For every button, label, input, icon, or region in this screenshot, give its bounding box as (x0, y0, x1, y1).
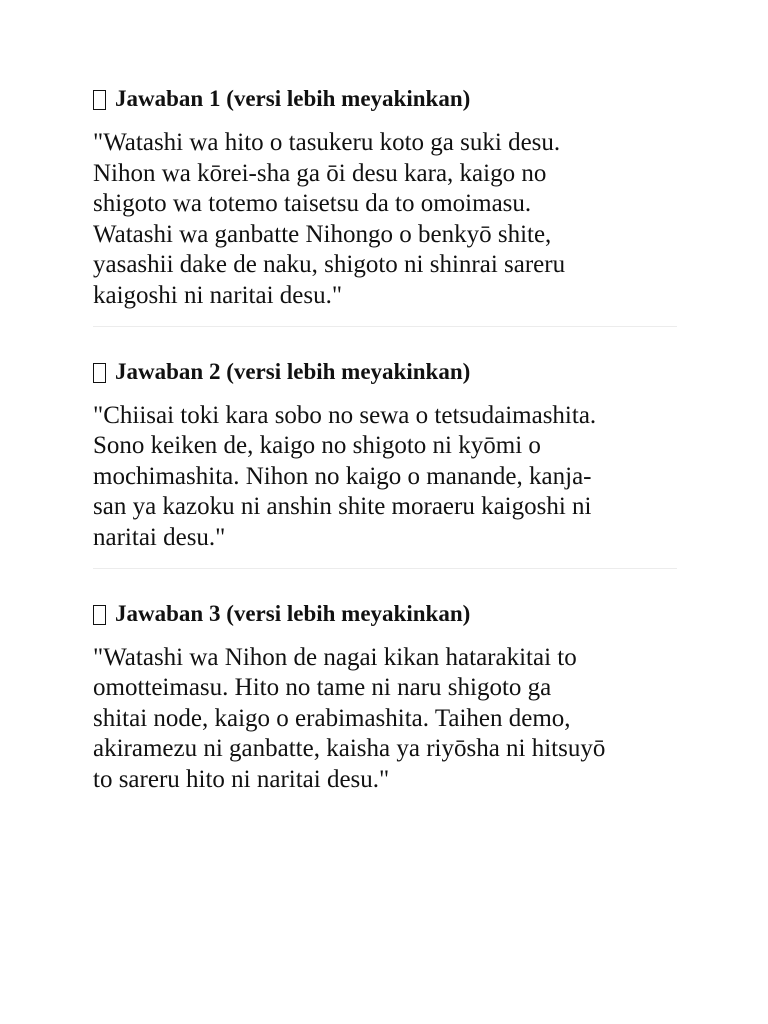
box-icon (93, 363, 106, 383)
answer-text (93, 128, 677, 312)
box-icon (93, 605, 106, 625)
text-line: kaigoshi ni naritai desu." (93, 281, 343, 309)
text-line: Sono keiken de, kaigo no shigoto ni kyōmi o (93, 432, 541, 460)
answer-text (93, 643, 677, 796)
section-divider (93, 326, 677, 327)
answer-title: Jawaban 1 (versi lebih meyakinkan) (115, 86, 471, 111)
text-line: akiramezu ni ganbatte, kaisha ya riyōsha ni hitsuyō (93, 735, 606, 763)
text-line: shigoto wa totemo taisetsu da to omoimasu. (93, 190, 532, 218)
text-line: Watashi wa ganbatte Nihongo o benkyō shite, (93, 220, 552, 248)
text-line: "Watashi wa Nihon de nagai kikan hatarakitai to (93, 643, 577, 671)
answer-text (93, 401, 677, 554)
text-line: mochimashita. Nihon no kaigo o manande, kanja- (93, 462, 592, 490)
text-line: naritai desu." (93, 523, 226, 551)
answer-heading-3 (93, 599, 677, 629)
answer-section-1 (93, 84, 677, 312)
text-line: san ya kazoku ni anshin shite moraeru kaigoshi ni (93, 493, 592, 521)
box-icon (93, 90, 106, 110)
section-divider (93, 568, 677, 569)
text-line: "Chiisai toki kara sobo no sewa o tetsudaimashita. (93, 401, 597, 429)
text-line: "Watashi wa hito o tasukeru koto ga suki desu. (93, 129, 561, 156)
answer-heading-2 (93, 357, 677, 387)
answer-section-3 (93, 599, 677, 796)
text-line: yasashii dake de naku, shigoto ni shinrai sareru (93, 251, 566, 279)
answer-section-2 (93, 357, 677, 554)
text-line: Nihon wa kōrei-sha ga ōi desu kara, kaigo no (93, 159, 547, 187)
answer-heading-1 (93, 84, 677, 114)
text-line: omotteimasu. Hito no tame ni naru shigoto ga (93, 674, 552, 702)
answer-title: Jawaban 3 (versi lebih meyakinkan) (115, 600, 471, 626)
text-line: shitai node, kaigo o erabimashita. Taihen demo, (93, 704, 571, 732)
answer-title: Jawaban 2 (versi lebih meyakinkan) (115, 358, 471, 384)
document-page (93, 84, 677, 796)
text-line: to sareru hito ni naritai desu." (93, 765, 390, 793)
